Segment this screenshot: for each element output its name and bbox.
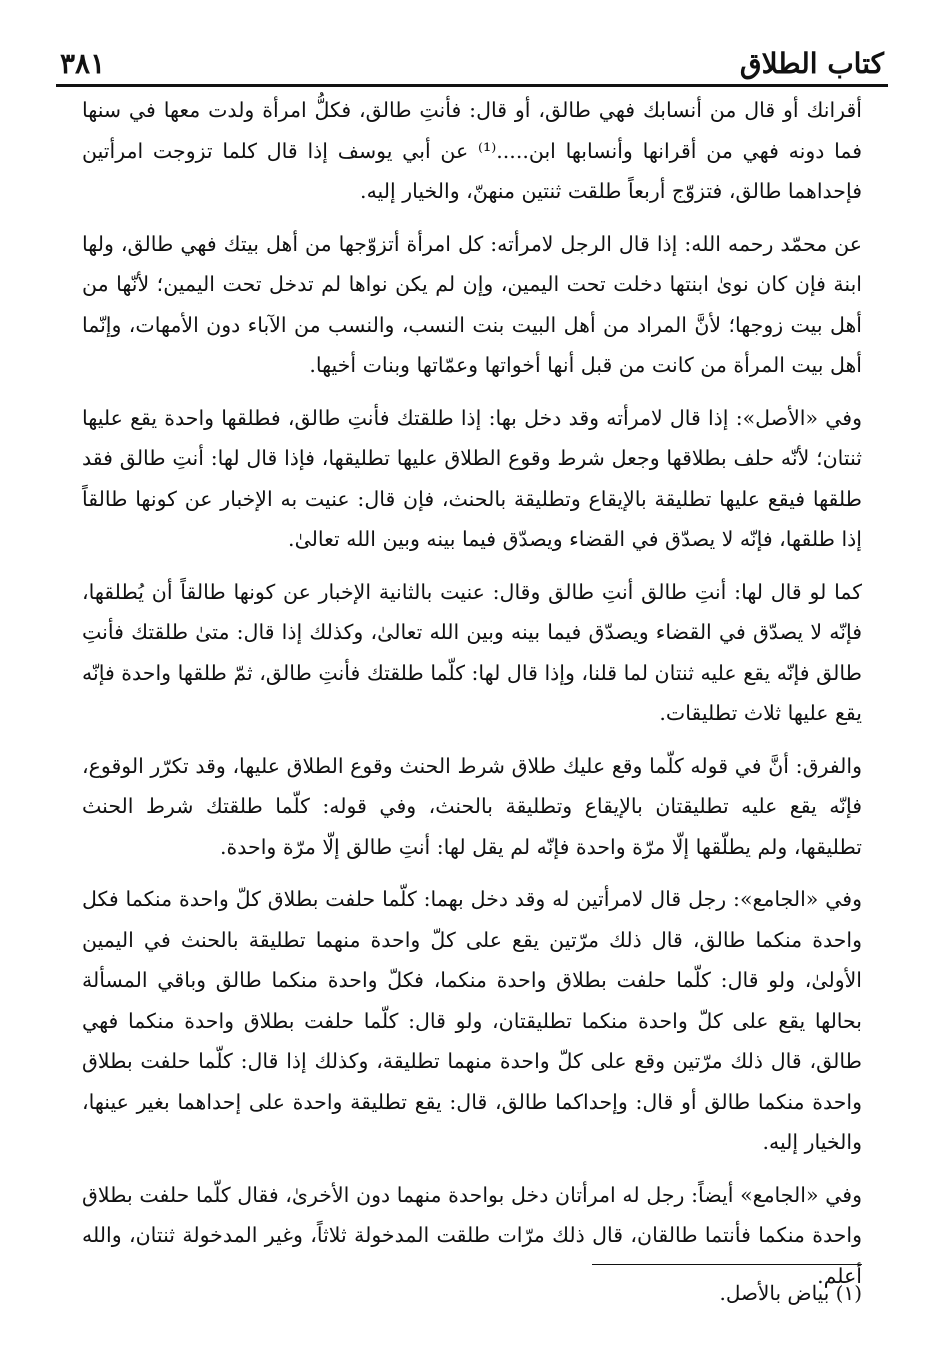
running-title: كتاب الطلاق [739, 47, 884, 80]
footnote: (١) بياض بالأصل. [719, 1281, 862, 1305]
paragraph: وفي «الجامع» أيضاً: رجل له امرأتان دخل بواحدة منهما دون الأخرىٰ، فقال كلّما حلفت بطلاق واحدة منكما فأنتما طالقان، قال ذلك مرّات طلقت المدخولة ثلاثاً، وغير المدخولة ثنتان، والله أعلم. [82, 1182, 862, 1288]
page-number: ٣٨١ [60, 47, 106, 80]
main-text [82, 90, 862, 1308]
header-rule [56, 84, 888, 87]
paragraph: أقرانك أو قال من أنسابك فهي طالق، أو قال: فأنتِ طالق، فكلُّ امرأة ولدت معها في سنها فما دونه فهي من أقرانها وأنسابها ابن.....⁽¹⁾ عن أبي يوسف إذا قال كلما تزوجت امرأتين فإحداهما طالق، فتزوّج أربعاً طلقت ثنتين منهنّ، والخيار إليه. [82, 98, 863, 203]
paragraph: كما لو قال لها: أنتِ طالق أنتِ طالق وقال: عنيت بالثانية الإخبار عن كونها طالقاً أن يُطلقها، فإنّه لا يصدّق في القضاء ويصدّق فيما بينه وبين الله تعالىٰ، وكذلك إذا قال: متىٰ طلقتك فأنتِ طالق فإنّه يقع عليه ثنتان لما قلنا، وإذا قال لها: كلّما طلقتك فأنتِ طالق، ثمّ طلقها واحدة فإنّه يقع عليها ثلاث تطليقات. [82, 579, 862, 725]
footnote-separator [592, 1264, 862, 1265]
page-header [60, 30, 884, 80]
paragraph: وفي «الجامع»: رجل قال لامرأتين له وقد دخل بهما: كلّما حلفت بطلاق كلّ واحدة منكما فكل واحدة منكما طالق، قال ذلك مرّتين يقع على كلّ واحدة منهما تطليقة بالحنث في اليمين الأولىٰ، ولو قال: كلّما حلفت بطلاق واحدة منكما، فكلّ واحدة منكما طالق وباقي المسألة بحالها يقع على كلّ واحدة منكما تطليقتان، ولو قال: كلّما حلفت بطلاق واحدة منكما فهي طالق، قال ذلك مرّتين وقع على كلّ واحدة منهما تطليقة، وكذلك إذا قال: كلّما حلفت بطلاق واحدة منكما طالق أو قال: وإحداكما طالق، قال: يقع تطليقة واحدة على إحداهما بغير عينها، والخيار إليه. [82, 887, 862, 1154]
paragraph: وفي «الأصل»: إذا قال لامرأته وقد دخل بها: إذا طلقتك فأنتِ طالق، فطلقها واحدة يقع عليها ثنتان؛ لأنّه حلف بطلاقها وجعل شرط وقوع الطلاق عليها تطليقها، فإذا قال لها: أنتِ طالق فقد طلقها فيقع عليها تطليقة بالإيقاع وتطليقة بالحنث، فإن قال: عنيت به الإخبار عن كونها طالقاً إذا طلقها، فإنّه لا يصدّق في القضاء ويصدّق فيما بينه وبين الله تعالىٰ. [82, 405, 862, 551]
paragraph: عن محمّد رحمه الله: إذا قال الرجل لامرأته: كل امرأة أتزوّجها من أهل بيتك فهي طالق، ولها ابنة فإن كان نوىٰ ابنتها دخلت تحت اليمين، وإن لم يكن نواها لم تدخل تحت اليمين؛ لأنّها من أهل بيت زوجها؛ لأنَّ المراد من أهل البيت بنت النسب، والنسب من الآباء دون الأمهات، وإنّما أهل بيت المرأة من كانت من قبل أنها أخواتها وعمّاتها وبنات أخيها. [82, 231, 862, 377]
paragraph: والفرق: أنَّ في قوله كلّما وقع عليك طلاق شرط الحنث وقوع الطلاق عليها، وقد تكرّر الوقوع، فإنّه يقع عليه تطليقتان بالإيقاع وتطليقة بالحنث، وفي قوله: كلّما طلقتك شرط الحنث تطليقها، ولم يطلّقها إلّا مرّة واحدة فإنّه لم يقل لها: أنتِ طالق إلّا مرّة واحدة. [82, 753, 862, 859]
